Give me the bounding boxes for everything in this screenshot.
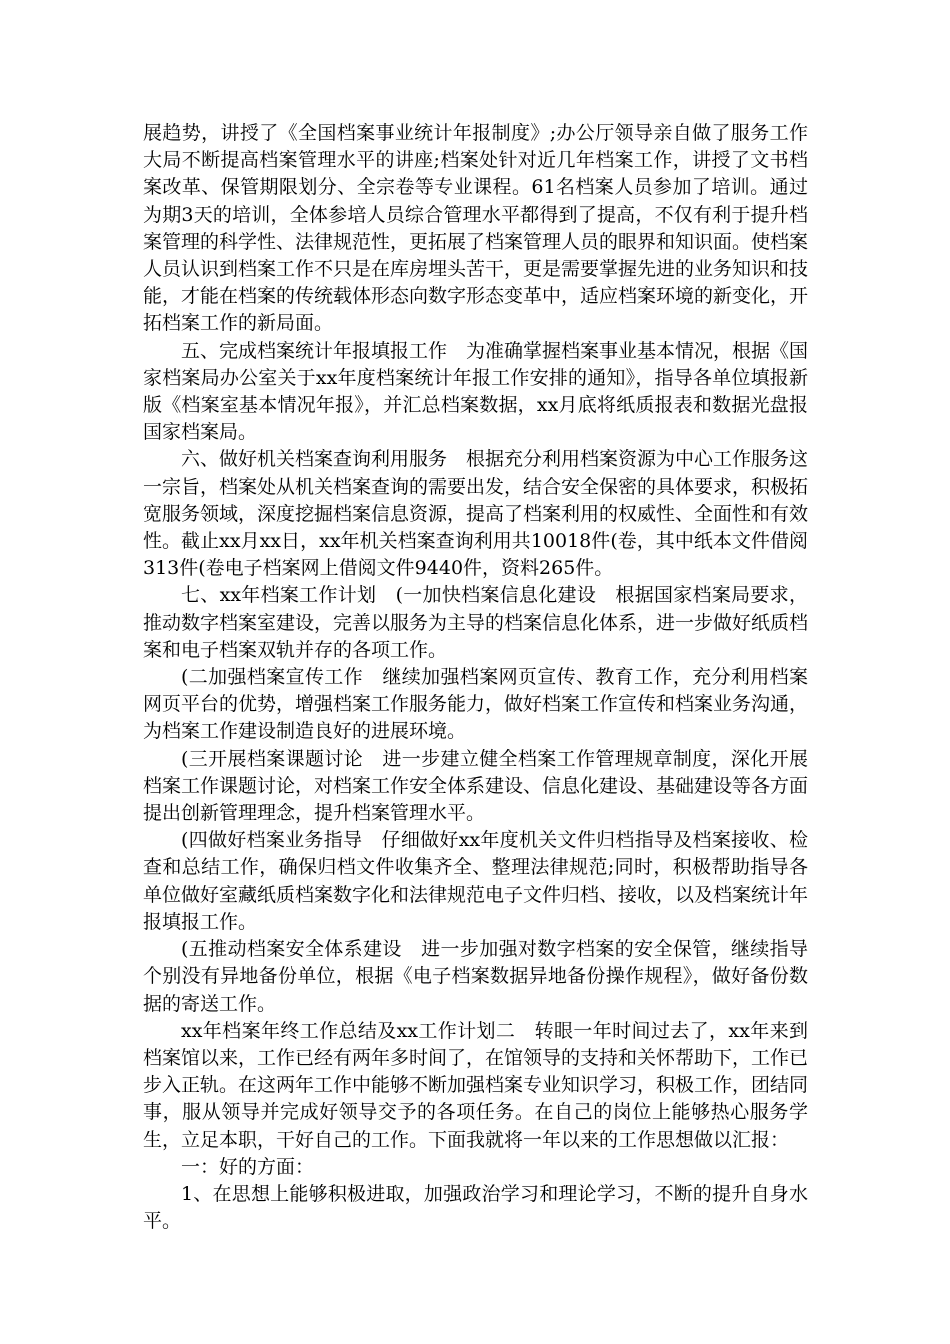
paragraph-8: (五推动档案安全体系建设 进一步加强对数字档案的安全保管，继续指导个别没有异地备份单位，根据《电子档案数据异地备份操作规程》，做好备份数据的寄送工作。 <box>143 938 808 1015</box>
paragraph-7: (四做好档案业务指导 仔细做好xx年度机关文件归档指导及档案接收、检查和总结工作，确保归档文件收集齐全、整理法律规范;同时，积极帮助指导各单位做好室藏纸质档案数字化和法律规范电子文件归档、接收，以及档案统计年报填报工作。 <box>143 829 809 933</box>
document-body <box>143 120 808 1235</box>
paragraph-3: 六、做好机关档案查询利用服务 根据充分利用档案资源为中心工作服务这一宗旨，档案处从机关档案查询的需要出发，结合安全保密的具体要求，积极拓宽服务领域，深度挖掘档案信息资源，提高了档案利用的权威性、全面性和有效性。截止xx月xx日，xx年机关档案查询利用共10018件(卷，其中纸本文件借阅313件(卷电子档案网上借阅文件9440件，资料265件。 <box>143 448 809 580</box>
paragraph-1: 展趋势，讲授了《全国档案事业统计年报制度》;办公厅领导亲自做了服务工作大局不断提高档案管理水平的讲座;档案处针对近几年档案工作，讲授了文书档案改革、保管期限划分、全宗卷等专业课程。61名档案人员参加了培训。通过为期3天的培训，全体参培人员综合管理水平都得到了提高，不仅有利于提升档案管理的科学性、法律规范性，更拓展了档案管理人员的眼界和知识面。使档案人员认识到档案工作不只是在库房埋头苦干，更是需要掌握先进的业务知识和技能，才能在档案的传统载体形态向数字形态变革中，适应档案环境的新变化，开拓档案工作的新局面。 <box>143 122 809 335</box>
paragraph-6: (三开展档案课题讨论 进一步建立健全档案工作管理规章制度，深化开展档案工作课题讨论，对档案工作安全体系建设、信息化建设、基础建设等各方面提出创新管理理念，提升档案管理水平。 <box>143 747 809 825</box>
paragraph-9: xx年档案年终工作总结及xx工作计划二 转眼一年时间过去了，xx年来到档案馆以来，工作已经有两年多时间了，在馆领导的支持和关怀帮助下，工作已步入正轨。在这两年工作中能够不断加强档案专业知识学习，积极工作，团结同事，服从领导并完成好领导交予的各项任务。在自己的岗位上能够热心服务学生，立足本职，干好自己的工作。下面我就将一年以来的工作思想做以汇报： <box>143 1019 809 1151</box>
paragraph-5: (二加强档案宣传工作 继续加强档案网页宣传、教育工作，充分利用档案网页平台的优势，增强档案工作服务能力，做好档案工作宣传和档案业务沟通，为档案工作建设制造良好的进展环境。 <box>143 666 809 743</box>
paragraph-4: 七、xx年档案工作计划 (一加快档案信息化建设 根据国家档案局要求，推动数字档案室建设，完善以服务为主导的档案信息化体系，进一步做好纸质档案和电子档案双轨并存的各项工作。 <box>143 584 809 661</box>
paragraph-10: 一：好的方面： <box>181 1155 315 1178</box>
paragraph-2: 五、完成档案统计年报填报工作 为准确掌握档案事业基本情况，根据《国家档案局办公室关于xx年度档案统计年报工作安排的通知》，指导各单位填报新版《档案室基本情况年报》，并汇总档案数据，xx月底将纸质报表和数据光盘报国家档案局。 <box>143 339 809 444</box>
paragraph-11: 1、在思想上能够积极进取，加强政治学习和理论学习，不断的提升自身水平。 <box>143 1182 808 1233</box>
